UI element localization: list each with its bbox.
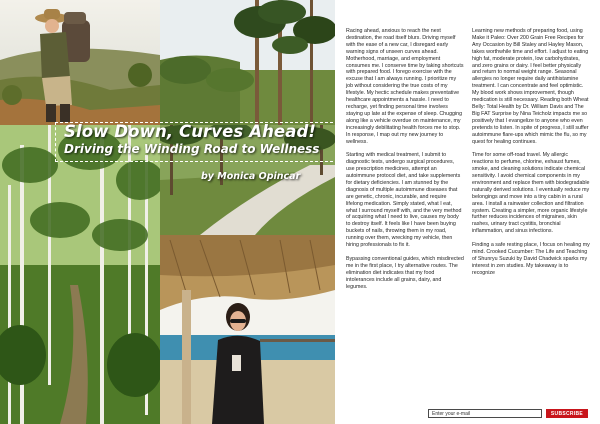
article-byline: by Monica Opincar (201, 171, 301, 182)
article-title: Slow Down, Curves Ahead! (64, 122, 316, 141)
email-input[interactable] (428, 409, 542, 418)
subscribe-button[interactable]: SUBSCRIBE (546, 409, 588, 418)
paragraph: Time for some off-road travel. My allergic reactions to perfume, chlorine, exhaust fumes, smoke, and cleaning solutions indicate chemical sensitivity. I avoid chemical components in my environment and replace them with biodegradable naturally derived solutions. I eventually reduce my belongings and move into a tiny cabin in a rural area. I install a rainwater collection and filtration system. Creating a simpler, more organic lifestyle further reduces incidences of migraines, skin rashes, urinary tract cystitis, bronchial inflammation, and sinus infections. (472, 152, 590, 235)
paragraph: Bypassing conventional guides, which misdirected me in the first place, I try alternative routes. The elimination diet indicates that my food intolerances include all grains, dairy, and legumes. (346, 255, 464, 290)
paragraph: Racing ahead, anxious to reach the next destination, the road itself blurs. Driving myself with the ease of a new car, I disregard early warning signs of unseen curves ahead. Motherhood, marriage, and employment consumes me. I conserve time by taking shortcuts with prepared food. I forego exercise with the excuse that I am always running. I prioritize my job without considering the true costs of my lifestyle. My hectic schedule makes preventative healthcare appointments a hassle. I need to recharge, yet finding personal time involves staying up late at the expense of sleep. Chugging along like a vehicle overdue on maintenance, my increasingly debilitating health forces me to stop. In response, I map out my new journey to wellness. (346, 28, 464, 145)
photo-woman-beach (160, 235, 335, 424)
paragraph: Finding a safe resting place, I focus on healing my mind. Crooked Cucumber: The Life and Teaching of Shunryu Suzuki by David Chadwick sparks my interest in zen studies. My takeaway is to recognize (472, 242, 590, 276)
photo-hiker (0, 0, 160, 125)
photo-pine-trees (160, 0, 335, 125)
article-subtitle: Driving the Winding Road to Wellness (64, 142, 320, 156)
paragraph: Learning new methods of preparing food, using Make it Paleo: Over 200 Grain Free Recipes for Any Occasion by Bill Staley and Hayley Mason, takes worthwhile time and effort. I adjust to eating high fat, moderate protein, low carbohydrates, and zero grains or dairy. I feel better physically and return to normal weight range. Seasonal allergies no longer require daily antihistamine treatment. I can concentrate and feel optimistic. My blood work shows improvement, though medication is still necessary. Reading both Wheat Belly: Total Health by Dr. William Davis and The Big FAT Surprise by Nina Teicholz impacts me so positively that I evangelize to anyone who even pretends to listen. In spite of progress, I still suffer autoimmune flare-ups which mimic the flu, so my quest for healing continues. (472, 28, 589, 145)
text-column-2 (472, 28, 590, 283)
text-column-1 (346, 28, 464, 297)
photo-birch-forest (0, 125, 160, 424)
paragraph: Starting with medical treatment, I submit to diagnostic tests, undergo surgical procedures, use prescription medicines, attempt an autoimmune protocol diet, and take supplements for dietary deficiencies. I am stunned by the diagnosis of multiple autoimmune diseases that are genetic, chronic, incurable, and require lifelong medication. Simply stated, what I eat, what I surround myself with, and the very method of acquiring what I need to live, causes my body to destroy itself. It feels like I have been buying buckets of nails, throwing them in my road, running over them, wrecking my vehicle, then hiring professionals to fix it. (346, 152, 462, 249)
